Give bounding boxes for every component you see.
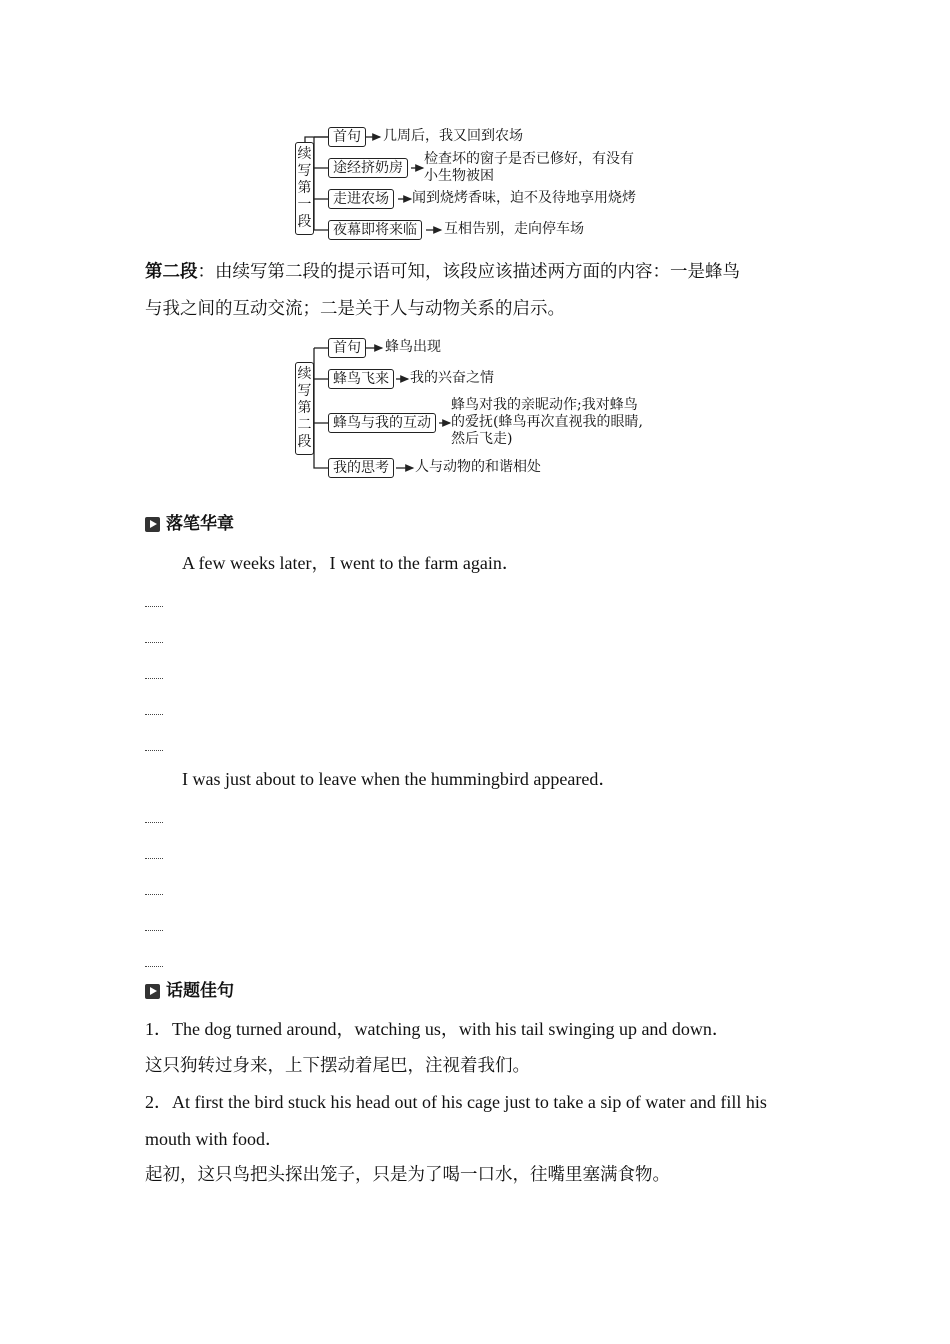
sentence-2-en: 2．At first the bird stuck his head out of his cage just to take a sip of water and fill his (145, 1092, 767, 1112)
blank-line (145, 642, 163, 643)
diagram1-text-4: 互相告别，走向停车场 (444, 221, 584, 237)
diagram1-box-2: 途经挤奶房 (328, 158, 408, 178)
sentence-1-cn: 这只狗转过身来，上下摆动着尾巴，注视着我们。 (145, 1056, 530, 1076)
blank-line (145, 678, 163, 679)
root-char: 续 (297, 146, 312, 162)
paragraph-text: ：由续写第二段的提示语可知，该段应该描述两方面的内容：一是蜂鸟 (197, 262, 740, 282)
root-char: 一 (297, 197, 312, 213)
blank-line (145, 714, 163, 715)
root-char: 写 (297, 383, 312, 399)
section-heading-writing (145, 513, 234, 535)
blank-line (145, 750, 163, 751)
play-triangle-icon (145, 517, 160, 532)
root-char: 续 (297, 366, 312, 382)
opening-sentence-1: A few weeks later，I went to the farm again． (182, 553, 520, 573)
diagram1-text-3: 闻到烧烤香味，迫不及待地享用烧烤 (412, 190, 636, 206)
diagram1-text-1: 几周后，我又回到农场 (383, 128, 523, 144)
blank-line (145, 966, 163, 967)
play-triangle-icon (145, 984, 160, 999)
diagram2-text-3: 蜂鸟对我的亲昵动作;我对蜂鸟 (451, 397, 638, 413)
section-title: 落笔华章 (166, 514, 234, 534)
section-heading-sentences (145, 980, 234, 1002)
diagram2-box-2: 蜂鸟飞来 (328, 369, 394, 389)
diagram2-box-3: 蜂鸟与我的互动 (328, 413, 436, 433)
root-char: 段 (297, 214, 312, 230)
blank-line (145, 930, 163, 931)
sentence-2-cn: 起初，这只鸟把头探出笼子，只是为了喝一口水，往嘴里塞满食物。 (145, 1165, 670, 1185)
diagram1-box-3: 走进农场 (328, 189, 394, 209)
diagram2-text-2: 我的兴奋之情 (410, 370, 494, 386)
diagram1-box-4: 夜幕即将来临 (328, 220, 422, 240)
diagram2-text-3c: 然后飞走) (451, 431, 513, 447)
paragraph-two-line1 (145, 260, 740, 284)
diagram2-text-1: 蜂鸟出现 (385, 339, 441, 355)
opening-sentence-2: I was just about to leave when the hummingbird appeared． (182, 769, 617, 789)
root-char: 段 (297, 434, 312, 450)
diagram2-box-1: 首句 (328, 338, 366, 358)
diagram2-text-3b: 的爱抚(蜂鸟再次直视我的眼睛, (451, 414, 643, 430)
blank-line (145, 858, 163, 859)
blank-line (145, 822, 163, 823)
diagram1-text-2: 检查坏的窗子是否已修好，有没有 (424, 151, 634, 167)
blank-line (145, 606, 163, 607)
diagram1-text-2b: 小生物被困 (424, 168, 494, 184)
root-char: 二 (297, 417, 312, 433)
section-title: 话题佳句 (166, 981, 234, 1001)
sentence-2-en-cont: mouth with food． (145, 1129, 283, 1149)
diagram2-root (295, 362, 314, 455)
diagram1-root (295, 142, 314, 235)
diagram2-text-4: 人与动物的和谐相处 (415, 459, 541, 475)
diagram2-box-4: 我的思考 (328, 458, 394, 478)
paragraph-label: 第二段 (145, 262, 198, 282)
root-char: 第 (297, 400, 312, 416)
root-char: 第 (297, 180, 312, 196)
paragraph-two-line2: 与我之间的互动交流；二是关于人与动物关系的启示。 (145, 299, 565, 319)
blank-line (145, 894, 163, 895)
sentence-1-en: 1．The dog turned around，watching us，with his tail swinging up and down． (145, 1019, 730, 1039)
root-char: 写 (297, 163, 312, 179)
diagram1-box-1: 首句 (328, 127, 366, 147)
